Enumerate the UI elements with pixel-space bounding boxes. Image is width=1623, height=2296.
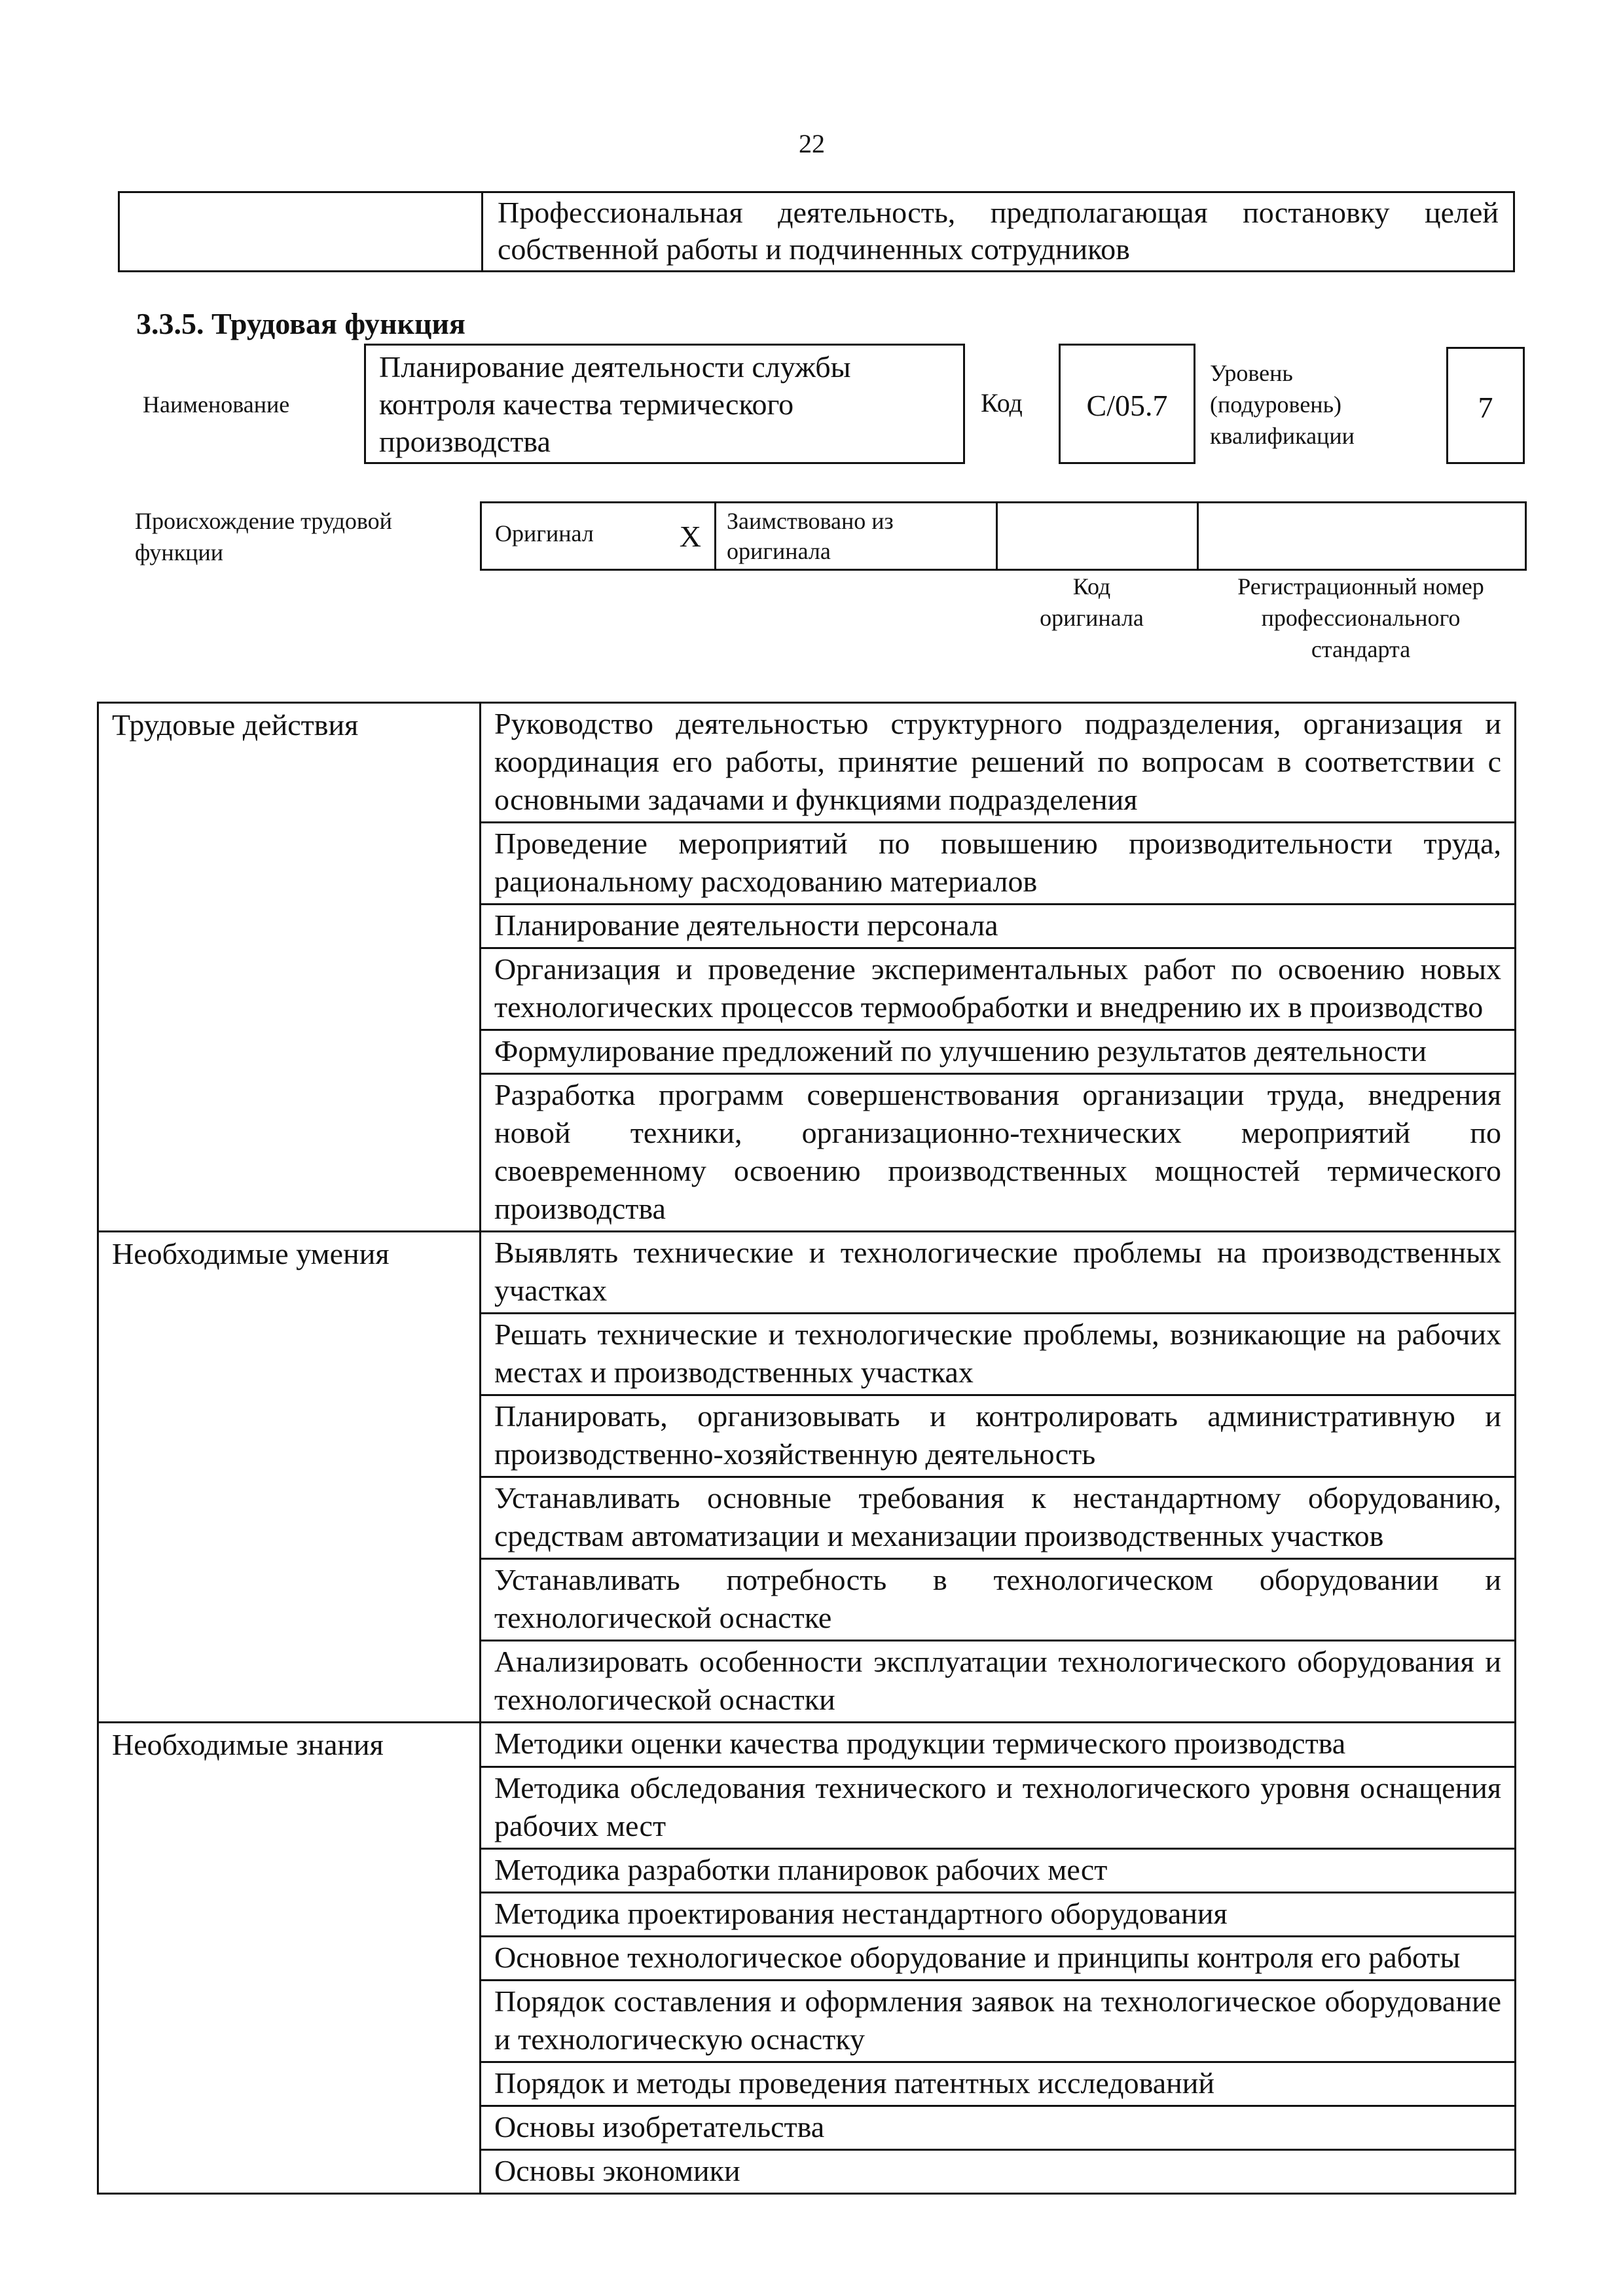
top-text-line-1: Профессиональная деятельность, предполагающая постановку целей xyxy=(498,196,1499,229)
table-item: Планировать, организовывать и контролировать административную и производственно-хозяйственную деятельность xyxy=(481,1395,1516,1477)
table-row xyxy=(98,1767,1516,1848)
code-label: Код xyxy=(981,388,1023,418)
name-value-line-2: контроля качества термического xyxy=(379,387,794,421)
reg-number-cell xyxy=(1198,503,1526,570)
section-title-cell: Необходимые умения xyxy=(98,1232,481,1314)
level-label-line-1: Уровень xyxy=(1210,360,1293,386)
name-value-line-1: Планирование деятельности службы xyxy=(379,350,851,384)
borrowed-cell xyxy=(716,503,997,570)
table-item: Устанавливать потребность в технологическом оборудовании и технологической оснастке xyxy=(481,1559,1516,1641)
table-item: Порядок составления и оформления заявок на технологическое оборудование и технологическую оснастку xyxy=(481,1980,1516,2062)
table-row xyxy=(98,948,1516,1030)
table-row xyxy=(98,1395,1516,1477)
original-cell xyxy=(481,503,716,570)
original-code-cell xyxy=(997,503,1198,570)
top-continuation-table xyxy=(118,191,1515,272)
table-row xyxy=(98,905,1516,948)
top-text-line-2: собственной работы и подчиненных сотрудников xyxy=(498,232,1130,266)
table-item: Порядок и методы проведения патентных исследований xyxy=(481,2062,1516,2106)
table-item: Устанавливать основные требования к нестандартному оборудованию, средствам автоматизации и механизации производственных участков xyxy=(481,1477,1516,1559)
table-item: Разработка программ совершенствования организации труда, внедрения новой техники, организационно-технических мероприятий по своевременному освоению производственных мощностей термического производства xyxy=(481,1074,1516,1232)
table-row xyxy=(98,1723,1516,1767)
table-row xyxy=(98,703,1516,823)
table-row xyxy=(98,1936,1516,1980)
table-item: Анализировать особенности эксплуатации технологического оборудования и технологической оснастки xyxy=(481,1641,1516,1723)
table-row xyxy=(98,1980,1516,2062)
reg-number-caption-line-3: стандарта xyxy=(1311,636,1411,662)
table-item: Проведение мероприятий по повышению производительности труда, рациональному расходованию материалов xyxy=(481,823,1516,905)
code-value-box: C/05.7 xyxy=(1059,344,1195,464)
page-number: 22 xyxy=(799,129,825,158)
table-row xyxy=(98,1477,1516,1559)
name-label: Наименование xyxy=(143,391,290,418)
top-text-cell xyxy=(483,192,1514,272)
reg-number-caption-line-1: Регистрационный номер xyxy=(1237,573,1484,600)
table-item: Основы изобретательства xyxy=(481,2106,1516,2149)
table-row xyxy=(98,1074,1516,1232)
reg-number-caption-line-2: профессионального xyxy=(1261,605,1461,631)
table-row xyxy=(98,1314,1516,1395)
level-label-line-3: квалификации xyxy=(1210,423,1355,449)
table-item: Организация и проведение экспериментальных работ по освоению новых технологических процессов термообработки и внедрению их в производство xyxy=(481,948,1516,1030)
table-row xyxy=(98,2062,1516,2106)
origin-label-line-2: функции xyxy=(135,539,223,565)
reg-number-caption xyxy=(1197,571,1525,665)
table-item: Выявлять технические и технологические проблемы на производственных участках xyxy=(481,1232,1516,1314)
borrowed-label-line-1: Заимствовано из xyxy=(727,508,894,534)
labor-function-table xyxy=(97,702,1516,2195)
table-item: Методика проектирования нестандартного оборудования xyxy=(481,1892,1516,1936)
name-value-box xyxy=(364,344,965,464)
code-original-caption-line-2: оригинала xyxy=(1040,605,1144,631)
origin-label xyxy=(135,505,392,568)
table-row xyxy=(98,1892,1516,1936)
original-label: Оригинал xyxy=(495,520,594,547)
level-value-box: 7 xyxy=(1446,347,1525,464)
code-original-caption xyxy=(991,571,1192,634)
table-item: Планирование деятельности персонала xyxy=(481,905,1516,948)
table-row xyxy=(98,1559,1516,1641)
section-title-cell: Трудовые действия xyxy=(98,703,481,823)
table-row xyxy=(98,1641,1516,1723)
table-row xyxy=(98,2149,1516,2193)
name-value-line-3: производства xyxy=(379,425,551,458)
level-label xyxy=(1210,357,1355,452)
table-item: Руководство деятельностью структурного подразделения, организация и координация его работы, принятие решений по вопросам в соответствии с основными задачами и функциями подразделения xyxy=(481,703,1516,823)
table-item: Основы экономики xyxy=(481,2149,1516,2193)
table-item: Формулирование предложений по улучшению результатов деятельности xyxy=(481,1030,1516,1074)
table-item: Методики оценки качества продукции термического производства xyxy=(481,1723,1516,1767)
origin-table xyxy=(480,501,1527,571)
table-row xyxy=(98,1030,1516,1074)
section-title: 3.3.5. Трудовая функция xyxy=(136,307,465,340)
borrowed-label-line-2: оригинала xyxy=(727,538,831,564)
top-empty-cell xyxy=(119,192,483,272)
code-original-caption-line-1: Код xyxy=(1072,573,1111,600)
table-item: Решать технические и технологические проблемы, возникающие на рабочих местах и производственных участках xyxy=(481,1314,1516,1395)
original-mark: X xyxy=(679,519,701,553)
table-item: Основное технологическое оборудование и принципы контроля его работы xyxy=(481,1936,1516,1980)
table-row xyxy=(98,2106,1516,2149)
table-item: Методика разработки планировок рабочих мест xyxy=(481,1848,1516,1892)
table-row xyxy=(98,1848,1516,1892)
table-row xyxy=(98,823,1516,905)
origin-label-line-1: Происхождение трудовой xyxy=(135,508,392,534)
table-item: Методика обследования технического и технологического уровня оснащения рабочих мест xyxy=(481,1767,1516,1848)
level-label-line-2: (подуровень) xyxy=(1210,391,1341,418)
table-row xyxy=(98,1232,1516,1314)
section-title-cell: Необходимые знания xyxy=(98,1723,481,1767)
